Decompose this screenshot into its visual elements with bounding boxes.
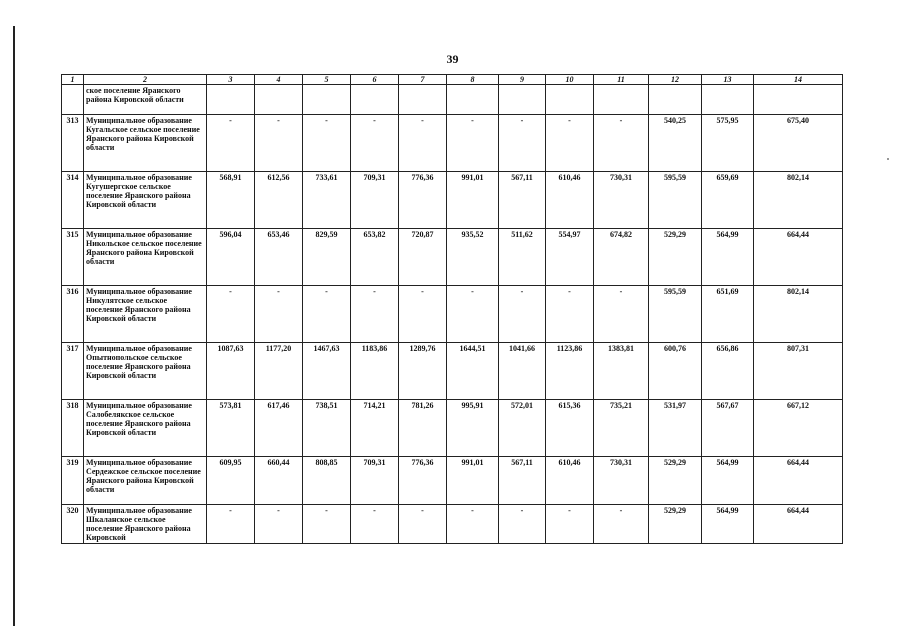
row-number: 319 xyxy=(62,457,84,505)
value-cell-col-14: 667,12 xyxy=(754,400,843,457)
value-cell-col-8: - xyxy=(447,115,499,172)
value-cell-col-3: 1087,63 xyxy=(207,343,255,400)
value-cell-col-11: - xyxy=(594,115,649,172)
value-cell-col-7: 776,36 xyxy=(399,172,447,229)
value-cell-col-4: 617,46 xyxy=(255,400,303,457)
value-cell-col-3: 573,81 xyxy=(207,400,255,457)
table-row xyxy=(62,229,843,286)
value-cell-col-7: 720,87 xyxy=(399,229,447,286)
table-row xyxy=(62,457,843,505)
value-cell-col-13: 564,99 xyxy=(702,229,754,286)
value-cell-col-8: - xyxy=(447,505,499,544)
value-cell-col-5: 808,85 xyxy=(303,457,351,505)
value-cell-col-12: 595,59 xyxy=(649,172,702,229)
row-number: 314 xyxy=(62,172,84,229)
value-cell-col-10: 610,46 xyxy=(546,172,594,229)
value-cell-col-11: - xyxy=(594,286,649,343)
value-cell-col-7: - xyxy=(399,286,447,343)
value-cell-col-9: 572,01 xyxy=(499,400,546,457)
row-number: 315 xyxy=(62,229,84,286)
value-cell-col-6 xyxy=(351,85,399,115)
value-cell-col-8: 991,01 xyxy=(447,457,499,505)
value-cell-col-5: 738,51 xyxy=(303,400,351,457)
value-cell-col-3: - xyxy=(207,505,255,544)
value-cell-col-12: 540,25 xyxy=(649,115,702,172)
value-cell-col-6: 709,31 xyxy=(351,172,399,229)
value-cell-col-10: 610,46 xyxy=(546,457,594,505)
value-cell-col-9: - xyxy=(499,286,546,343)
value-cell-col-13 xyxy=(702,85,754,115)
value-cell-col-3 xyxy=(207,85,255,115)
row-number: 320 xyxy=(62,505,84,544)
value-cell-col-11: 735,21 xyxy=(594,400,649,457)
scan-speck xyxy=(887,158,889,160)
value-cell-col-10: 615,36 xyxy=(546,400,594,457)
value-cell-col-9: - xyxy=(499,115,546,172)
value-cell-col-7: - xyxy=(399,115,447,172)
value-cell-col-9: 567,11 xyxy=(499,172,546,229)
value-cell-col-12: 531,97 xyxy=(649,400,702,457)
municipality-name: Муниципальное образование Шкаланское сельское поселение Яранского района Кировской xyxy=(84,505,207,544)
row-number: 318 xyxy=(62,400,84,457)
column-header-6: 6 xyxy=(351,75,399,85)
table-row xyxy=(62,85,843,115)
value-cell-col-4: 653,46 xyxy=(255,229,303,286)
page-number: 39 xyxy=(446,52,459,66)
value-cell-col-5: 1467,63 xyxy=(303,343,351,400)
municipality-name: Муниципальное образование Опытнопольское сельское поселение Яранского района Кировской области xyxy=(84,343,207,400)
value-cell-col-14: 807,31 xyxy=(754,343,843,400)
value-cell-col-14: 664,44 xyxy=(754,457,843,505)
value-cell-col-4: - xyxy=(255,505,303,544)
column-header-3: 3 xyxy=(207,75,255,85)
value-cell-col-10: 1123,86 xyxy=(546,343,594,400)
value-cell-col-12 xyxy=(649,85,702,115)
value-cell-col-14: 664,44 xyxy=(754,229,843,286)
column-header-4: 4 xyxy=(255,75,303,85)
value-cell-col-7: 776,36 xyxy=(399,457,447,505)
table-row xyxy=(62,172,843,229)
value-cell-col-6: 1183,86 xyxy=(351,343,399,400)
header-row xyxy=(62,75,843,85)
value-cell-col-11: 674,82 xyxy=(594,229,649,286)
value-cell-col-5: - xyxy=(303,286,351,343)
column-header-8: 8 xyxy=(447,75,499,85)
table-row xyxy=(62,286,843,343)
table-body xyxy=(62,85,843,544)
value-cell-col-5 xyxy=(303,85,351,115)
value-cell-col-13: 567,67 xyxy=(702,400,754,457)
value-cell-col-3: - xyxy=(207,286,255,343)
table-row xyxy=(62,343,843,400)
value-cell-col-5: 733,61 xyxy=(303,172,351,229)
value-cell-col-9 xyxy=(499,85,546,115)
municipality-name: Муниципальное образование Никулятское сельское поселение Яранского района Кировской области xyxy=(84,286,207,343)
value-cell-col-6: 653,82 xyxy=(351,229,399,286)
column-header-14: 14 xyxy=(754,75,843,85)
value-cell-col-9: 1041,66 xyxy=(499,343,546,400)
value-cell-col-3: 596,04 xyxy=(207,229,255,286)
value-cell-col-8: - xyxy=(447,286,499,343)
value-cell-col-12: 529,29 xyxy=(649,229,702,286)
value-cell-col-8: 1644,51 xyxy=(447,343,499,400)
value-cell-col-7: 1289,76 xyxy=(399,343,447,400)
value-cell-col-13: 564,99 xyxy=(702,457,754,505)
value-cell-col-12: 600,76 xyxy=(649,343,702,400)
value-cell-col-3: 609,95 xyxy=(207,457,255,505)
value-cell-col-10: - xyxy=(546,505,594,544)
column-header-7: 7 xyxy=(399,75,447,85)
value-cell-col-12: 529,29 xyxy=(649,505,702,544)
column-header-10: 10 xyxy=(546,75,594,85)
value-cell-col-3: - xyxy=(207,115,255,172)
value-cell-col-8: 995,91 xyxy=(447,400,499,457)
value-cell-col-12: 595,59 xyxy=(649,286,702,343)
value-cell-col-14: 802,14 xyxy=(754,286,843,343)
value-cell-col-13: 575,95 xyxy=(702,115,754,172)
value-cell-col-11: 730,31 xyxy=(594,457,649,505)
column-header-11: 11 xyxy=(594,75,649,85)
municipality-name: Муниципальное образование Кугальское сельское поселение Яранского района Кировской области xyxy=(84,115,207,172)
value-cell-col-4: - xyxy=(255,115,303,172)
municipality-name: Муниципальное образование Кугушергское сельское поселение Яранского района Кировской области xyxy=(84,172,207,229)
value-cell-col-10: - xyxy=(546,286,594,343)
value-cell-col-13: 564,99 xyxy=(702,505,754,544)
value-cell-col-14 xyxy=(754,85,843,115)
value-cell-col-11: 1383,81 xyxy=(594,343,649,400)
value-cell-col-12: 529,29 xyxy=(649,457,702,505)
value-cell-col-10: - xyxy=(546,115,594,172)
value-cell-col-6: - xyxy=(351,286,399,343)
value-cell-col-4: 660,44 xyxy=(255,457,303,505)
value-cell-col-7: 781,26 xyxy=(399,400,447,457)
column-header-9: 9 xyxy=(499,75,546,85)
value-cell-col-4: 612,56 xyxy=(255,172,303,229)
value-cell-col-8: 991,01 xyxy=(447,172,499,229)
value-cell-col-8 xyxy=(447,85,499,115)
value-cell-col-5: - xyxy=(303,115,351,172)
row-number: 316 xyxy=(62,286,84,343)
value-cell-col-11: 730,31 xyxy=(594,172,649,229)
value-cell-col-10 xyxy=(546,85,594,115)
value-cell-col-13: 656,86 xyxy=(702,343,754,400)
municipality-name: ское поселение Яранского района Кировской области xyxy=(84,85,207,115)
value-cell-col-6: 714,21 xyxy=(351,400,399,457)
row-number xyxy=(62,85,84,115)
value-cell-col-9: 567,11 xyxy=(499,457,546,505)
table-row xyxy=(62,115,843,172)
column-header-12: 12 xyxy=(649,75,702,85)
column-header-2: 2 xyxy=(84,75,207,85)
value-cell-col-9: - xyxy=(499,505,546,544)
row-number: 313 xyxy=(62,115,84,172)
value-cell-col-4: - xyxy=(255,286,303,343)
value-cell-col-9: 511,62 xyxy=(499,229,546,286)
value-cell-col-7: - xyxy=(399,505,447,544)
value-cell-col-10: 554,97 xyxy=(546,229,594,286)
column-header-13: 13 xyxy=(702,75,754,85)
column-header-1: 1 xyxy=(62,75,84,85)
table-row xyxy=(62,400,843,457)
municipality-name: Муниципальное образование Никольское сельское поселение Яранского района Кировской области xyxy=(84,229,207,286)
value-cell-col-13: 651,69 xyxy=(702,286,754,343)
municipality-name: Муниципальное образование Сердежское сельское поселение Яранского района Кировской области xyxy=(84,457,207,505)
value-cell-col-6: - xyxy=(351,115,399,172)
value-cell-col-11 xyxy=(594,85,649,115)
value-cell-col-14: 664,44 xyxy=(754,505,843,544)
value-cell-col-4: 1177,20 xyxy=(255,343,303,400)
value-cell-col-7 xyxy=(399,85,447,115)
page-left-border xyxy=(13,26,15,626)
value-cell-col-6: - xyxy=(351,505,399,544)
value-cell-col-5: - xyxy=(303,505,351,544)
value-cell-col-4 xyxy=(255,85,303,115)
value-cell-col-13: 659,69 xyxy=(702,172,754,229)
value-cell-col-3: 568,91 xyxy=(207,172,255,229)
value-cell-col-6: 709,31 xyxy=(351,457,399,505)
value-cell-col-14: 802,14 xyxy=(754,172,843,229)
row-number: 317 xyxy=(62,343,84,400)
value-cell-col-8: 935,52 xyxy=(447,229,499,286)
municipality-name: Муниципальное образование Салобелякское сельское поселение Яранского района Кировской области xyxy=(84,400,207,457)
column-header-5: 5 xyxy=(303,75,351,85)
table-row xyxy=(62,505,843,544)
value-cell-col-5: 829,59 xyxy=(303,229,351,286)
tariff-table xyxy=(61,74,843,544)
value-cell-col-14: 675,40 xyxy=(754,115,843,172)
value-cell-col-11: - xyxy=(594,505,649,544)
